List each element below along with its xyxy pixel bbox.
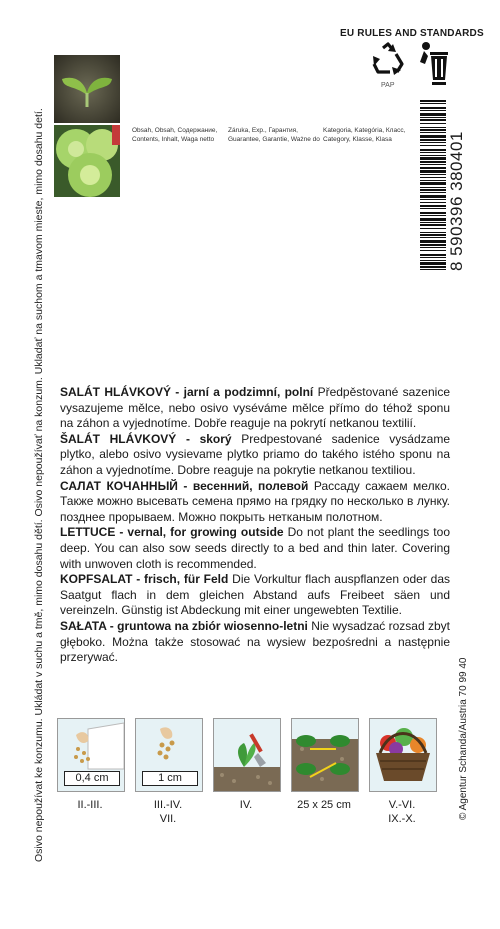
- barcode-digits: 8 590396 380401: [447, 131, 466, 271]
- step-sowing-depth-1: [57, 718, 125, 792]
- instructions-cz: SALÁT HLÁVKOVÝ - jarní a podzimní, polní Předpěstované sazenice vysazujeme mělce, nebo osivo vyséváme mělce přímo do téhož sponu na záhon a vyjednotíme. Dobře reaguje na pokrytí netkanou textilií.: [60, 385, 450, 431]
- instructions-pl: SAŁATA - gruntowa na zbiór wiosenno-letni Nie wysadzać rozsad zbyt głęboko. Można także stosować na wysiew bezpośredni a następnie przerywać.: [60, 618, 450, 665]
- pap-label: PAP: [381, 82, 395, 89]
- step-harvest: [369, 718, 437, 792]
- trash-bin-icon: [416, 40, 452, 86]
- step-label-1: II.-III.: [77, 799, 103, 811]
- step-label-5: V.-VI. IX.-X.: [388, 799, 416, 825]
- instructions-en: LETTUCE - vernal, for growing outside Do not plant the seedlings too deep. You can also sow seeds directly to a bed and thin later. Covering with unwoven cloth is recommended.: [60, 525, 450, 571]
- recycle-icon: [371, 42, 405, 78]
- category-label: Kategoria, Kategória, Класс, Category, Klasse, Klasa: [323, 127, 406, 143]
- step-planting: [213, 718, 281, 792]
- contents-label: Obsah, Obsah, Содержание, Contents, Inhalt, Waga netto: [132, 127, 218, 143]
- sowing-instructions: [60, 385, 450, 666]
- instructions-ru: САЛАТ КОЧАННЫЙ - весенний, полевой Рассаду сажаем мелко. Также можно высевать семена прямо на грядку по несколько в лунку. позднее прорываем. Можно покрыть нетканым полотном.: [60, 478, 450, 524]
- lettuce-photo: [54, 125, 120, 197]
- step-label-2: III.-IV. VII.: [153, 799, 183, 825]
- storage-warning-line: Osivo nepoužívat ke konzumu. Ukládat v suchu a tmě, mimo dosahu dětí. Osivo nepoužívať na konzum. Ukladať na suchom a tmavom mieste, mimo dosahu detí.: [33, 108, 45, 862]
- step-label-4: 25 x 25 cm: [297, 799, 351, 811]
- instructions-sk: ŠALÁT HLÁVKOVÝ - skorý Predpestované sadenice vysádzame plytko, alebo osivo vysievame plytko priamo do takého istého sponu na záhon a vyjednotíme. Dobre reaguje na pokrytie netkanou textiliou.: [60, 431, 451, 477]
- storage-warning-text: [33, 80, 46, 862]
- depth-tag-1: 0,4 cm: [64, 771, 120, 786]
- step-spacing: [291, 718, 359, 792]
- copyright-text: © Agentur Schanda/Austria 70 99 40: [458, 657, 469, 820]
- eu-rules-title: EU RULES AND STANDARDS: [340, 28, 484, 39]
- step-sowing-depth-2: [135, 718, 203, 792]
- instructions-de: KOPFSALAT - frisch, für Feld Die Vorkultur flach auspflanzen oder das Saatgut flach in dem gleichen Abstand aufs Freibeet säen und vereinzeln. Günstig ist Abdeckung mit einer ungewebten Textilie.: [60, 572, 451, 618]
- step-label-3: IV.: [239, 799, 253, 811]
- seedling-photo: [54, 55, 120, 123]
- guarantee-label: Záruka, Exp., Гарантия, Guarantee, Garantie, Ważne do: [228, 127, 320, 143]
- depth-tag-2: 1 cm: [142, 771, 198, 786]
